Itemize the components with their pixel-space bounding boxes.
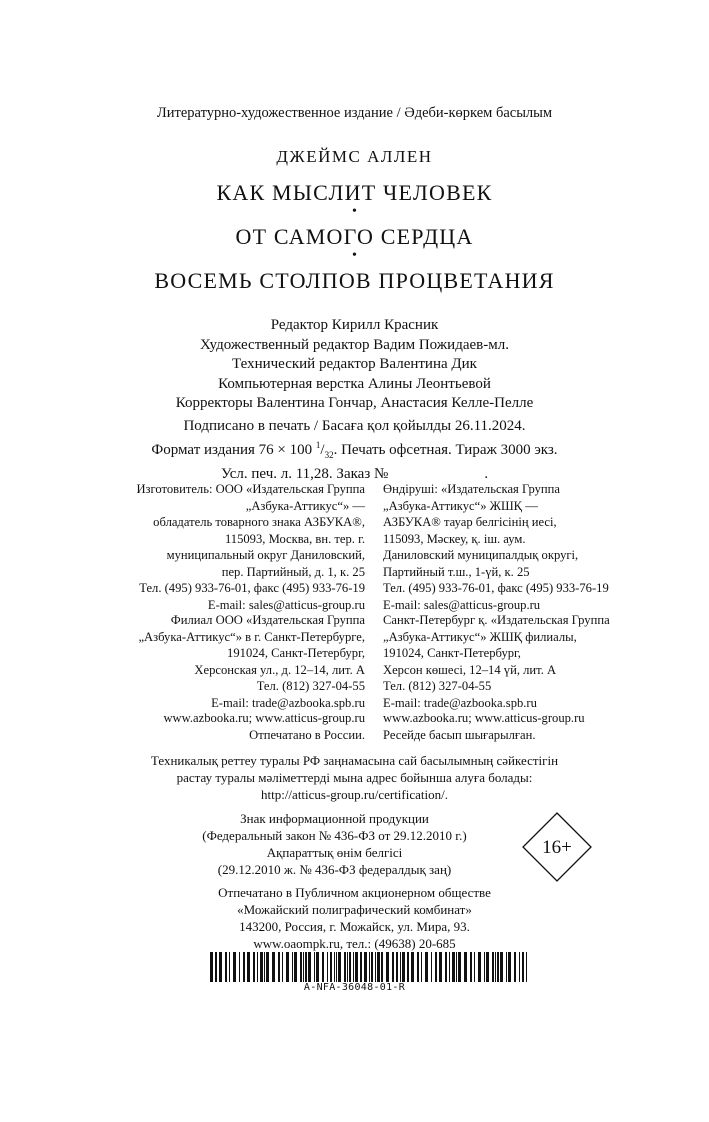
branch-ru-line: 191024, Санкт-Петербург, bbox=[227, 646, 365, 660]
manufacturer-kz bbox=[383, 481, 703, 613]
barcode-bar bbox=[522, 952, 524, 982]
barcode-bar bbox=[506, 952, 507, 982]
web-ru-links: www.azbooka.ru; www.atticus-group.ru bbox=[163, 711, 365, 725]
barcode-bar bbox=[381, 952, 383, 982]
format-suffix: . Печать офсетная. Тираж 3000 экз. bbox=[333, 442, 558, 458]
credit-line: Компьютерная верстка Алины Леонтьевой bbox=[218, 375, 491, 392]
author: ДЖЕЙМС АЛЛЕН bbox=[276, 147, 433, 166]
mfr-ru-line: „Азбука-Аттикус“» — bbox=[245, 498, 365, 513]
barcode-bar bbox=[439, 952, 442, 982]
printer-line: 143200, Россия, г. Можайск, ул. Мира, 93. bbox=[239, 919, 470, 934]
sheets-order: Усл. печ. л. 11,28. Заказ № . bbox=[220, 466, 489, 482]
barcode-bar bbox=[336, 952, 337, 982]
barcode bbox=[210, 952, 530, 982]
manufacturer-ru bbox=[60, 481, 365, 613]
barcode-bar bbox=[396, 952, 398, 982]
mfr-ru-line: пер. Партийный, д. 1, к. 25 bbox=[221, 564, 365, 579]
branch-ru-line: Филиал ООО «Издательская Группа bbox=[170, 613, 365, 627]
barcode-bar bbox=[314, 952, 315, 982]
publication-info bbox=[0, 417, 709, 484]
branch-kz-line: „Азбука-Аттикус“» ЖШҚ филиалы, bbox=[383, 629, 577, 644]
barcode-bar bbox=[377, 952, 380, 982]
mfr-kz-line: АЗБУКА® тауар белгісінің иесі, bbox=[383, 515, 557, 529]
barcode-bar bbox=[497, 952, 499, 982]
format-num: 1 bbox=[315, 440, 321, 450]
barcode-bar bbox=[300, 952, 302, 982]
format-line bbox=[0, 436, 709, 465]
barcode-bar bbox=[229, 952, 230, 982]
barcode-bar bbox=[464, 952, 467, 982]
barcode-bar bbox=[456, 952, 457, 982]
barcode-bar bbox=[272, 952, 275, 982]
barcode-bar bbox=[316, 952, 319, 982]
mfr-kz-line: Тел. (495) 933-76-01, факс (495) 933-76-19 bbox=[383, 581, 609, 595]
info-sign-line: Ақпараттық өнім белгісі bbox=[266, 845, 403, 860]
web-ru bbox=[60, 710, 365, 743]
barcode-bar bbox=[264, 952, 265, 982]
info-sign-line: (Федеральный закон № 436-ФЗ от 29.12.2010 г.) bbox=[202, 828, 467, 843]
barcode-bar bbox=[338, 952, 341, 982]
barcode-bar bbox=[519, 952, 520, 982]
barcode-bar bbox=[257, 952, 258, 982]
barcode-bar bbox=[303, 952, 304, 982]
barcode-bar bbox=[431, 952, 432, 982]
mfr-ru-line: Тел. (495) 933-76-01, факс (495) 933-76-19 bbox=[139, 581, 365, 595]
barcode-bar bbox=[425, 952, 428, 982]
barcode-bar bbox=[445, 952, 447, 982]
branch-kz-line: Санкт-Петербург қ. «Издательская Группа bbox=[383, 613, 610, 627]
title-separator-1: • bbox=[352, 204, 357, 219]
barcode-bar bbox=[286, 952, 289, 982]
barcode-bar bbox=[435, 952, 437, 982]
printer-info bbox=[0, 884, 709, 952]
format-prefix: Формат издания 76 × 100 bbox=[151, 442, 316, 458]
format-den: 32 bbox=[324, 450, 334, 460]
credit-line: Редактор Кирилл Красник bbox=[270, 317, 439, 333]
barcode-bar bbox=[260, 952, 263, 982]
barcode-bar bbox=[514, 952, 516, 982]
barcode-bar bbox=[486, 952, 489, 982]
barcode-bar bbox=[364, 952, 367, 982]
barcode-bar bbox=[294, 952, 297, 982]
barcode-bar bbox=[239, 952, 240, 982]
barcode-bar bbox=[215, 952, 217, 982]
branch-kz bbox=[383, 612, 703, 711]
branch-ru-line: „Азбука-Аттикус“» в г. Санкт-Петербурге, bbox=[138, 629, 365, 644]
barcode-bar bbox=[355, 952, 358, 982]
barcode-bar bbox=[375, 952, 376, 982]
info-sign-line: Знак информационной продукции bbox=[240, 811, 429, 826]
web-kz bbox=[383, 710, 703, 743]
barcode-bar bbox=[322, 952, 324, 982]
barcode-bar bbox=[219, 952, 222, 982]
barcode-bar bbox=[371, 952, 373, 982]
barcode-bar bbox=[225, 952, 227, 982]
web-kz-links: www.azbooka.ru; www.atticus-group.ru bbox=[383, 711, 585, 725]
mfr-ru-email: E-mail: sales@atticus-group.ru bbox=[207, 597, 365, 612]
info-sign-line: (29.12.2010 ж. № 436-ФЗ федералдық заң) bbox=[217, 862, 452, 877]
branch-kz-email: E-mail: trade@azbooka.spb.ru bbox=[383, 695, 537, 710]
barcode-bar bbox=[386, 952, 389, 982]
printer-line: Отпечатано в Публичном акционерном обществе bbox=[218, 885, 491, 900]
mfr-ru-line: 115093, Москва, вн. тер. г. bbox=[224, 531, 365, 546]
barcode-bar bbox=[210, 952, 213, 982]
title-1: КАК МЫСЛИТ ЧЕЛОВЕК bbox=[216, 180, 493, 205]
barcode-bar bbox=[452, 952, 455, 982]
certification-note bbox=[0, 752, 709, 803]
credit-line: Корректоры Валентина Гончар, Анастасия Келле-Пелле bbox=[175, 395, 534, 411]
barcode-label: A-NFA-36048-01-R bbox=[303, 982, 406, 993]
barcode-bar bbox=[353, 952, 354, 982]
barcode-bar bbox=[266, 952, 269, 982]
printed-kz: Ресейде басып шығарылған. bbox=[383, 727, 536, 742]
printer-line: «Можайский полиграфический комбинат» bbox=[237, 902, 472, 917]
credit-line: Художественный редактор Вадим Пожидаев-мл. bbox=[200, 336, 509, 353]
barcode-bar bbox=[449, 952, 450, 982]
mfr-ru-line: обладатель товарного знака АЗБУКА®, bbox=[153, 515, 365, 529]
branch-ru bbox=[60, 612, 365, 711]
barcode-bar bbox=[344, 952, 346, 982]
barcode-bar bbox=[407, 952, 409, 982]
barcode-bar bbox=[492, 952, 494, 982]
barcode-bar bbox=[474, 952, 475, 982]
branch-ru-email: E-mail: trade@azbooka.spb.ru bbox=[211, 695, 365, 710]
barcode-bar bbox=[495, 952, 496, 982]
credit-line: Технический редактор Валентина Дик bbox=[232, 356, 477, 372]
title-3: ВОСЕМЬ СТОЛПОВ ПРОЦВЕТАНИЯ bbox=[154, 268, 555, 293]
branch-ru-line: Тел. (812) 327-04-55 bbox=[256, 679, 365, 693]
branch-kz-line: 191024, Санкт-Петербург, bbox=[383, 646, 521, 660]
barcode-bar bbox=[334, 952, 335, 982]
mfr-kz-line: Даниловский муниципалдық округі, bbox=[383, 548, 579, 562]
barcode-bar bbox=[330, 952, 332, 982]
title-2: ОТ САМОГО СЕРДЦА bbox=[235, 224, 474, 249]
barcode-bar bbox=[526, 952, 527, 982]
format-fraction: $^1/_{32}$ bbox=[315, 440, 334, 460]
cert-line: растау туралы мәліметтерді мына адрес бойынша алуға болады: bbox=[176, 770, 533, 785]
barcode-bar bbox=[508, 952, 511, 982]
barcode-bar bbox=[484, 952, 485, 982]
barcode-bar bbox=[282, 952, 283, 982]
barcode-bar bbox=[327, 952, 328, 982]
barcode-bar bbox=[400, 952, 401, 982]
branch-kz-line: Херсон көшесі, 12–14 үй, лит. А bbox=[383, 662, 557, 677]
age-rating-text: 16+ bbox=[542, 837, 572, 858]
barcode-bar bbox=[421, 952, 422, 982]
cert-url: http://atticus-group.ru/certification/. bbox=[260, 787, 448, 802]
barcode-bar bbox=[243, 952, 245, 982]
barcode-bar bbox=[411, 952, 414, 982]
barcode-bar bbox=[305, 952, 307, 982]
barcode-bar bbox=[500, 952, 503, 982]
mfr-ru-line: Изготовитель: ООО «Издательская Группа bbox=[136, 482, 365, 496]
mfr-kz-line: 115093, Мәскеу, қ. іш. аум. bbox=[383, 531, 526, 546]
printed-ru: Отпечатано в России. bbox=[249, 727, 365, 742]
barcode-bar bbox=[369, 952, 370, 982]
mfr-kz-email: E-mail: sales@atticus-group.ru bbox=[383, 597, 541, 612]
cert-line: Техникалық реттеу туралы РФ заңнамасына сай басылымның сәйкестігін bbox=[150, 753, 559, 768]
barcode-bar bbox=[458, 952, 461, 982]
mfr-kz-line: Өндіруші: «Издательская Группа bbox=[383, 482, 560, 496]
barcode-bar bbox=[247, 952, 250, 982]
credits bbox=[0, 316, 709, 414]
printer-line: www.oaompk.ru, тел.: (49638) 20-685 bbox=[253, 936, 456, 951]
mfr-kz-line: „Азбука-Аттикус“» ЖШҚ — bbox=[383, 498, 538, 513]
edition-type: Литературно-художественное издание / Әдеби-көркем басылым bbox=[156, 105, 553, 121]
signed-date: Подписано в печать / Басаға қол қойылды 26.11.2024. bbox=[183, 418, 526, 434]
barcode-bar bbox=[402, 952, 405, 982]
title-separator-2: • bbox=[352, 248, 357, 263]
mfr-ru-line: муниципальный округ Даниловский, bbox=[166, 548, 365, 562]
barcode-bar bbox=[253, 952, 255, 982]
barcode-bar bbox=[278, 952, 280, 982]
barcode-bar bbox=[478, 952, 481, 982]
barcode-bar bbox=[347, 952, 348, 982]
branch-kz-line: Тел. (812) 327-04-55 bbox=[383, 679, 492, 693]
branch-ru-line: Херсонская ул., д. 12–14, лит. А bbox=[194, 662, 365, 677]
barcode-bar bbox=[470, 952, 472, 982]
barcode-bar bbox=[417, 952, 419, 982]
barcode-bar bbox=[392, 952, 394, 982]
barcode-bar bbox=[308, 952, 311, 982]
barcode-bar bbox=[349, 952, 351, 982]
barcode-bar bbox=[233, 952, 236, 982]
barcode-bar bbox=[360, 952, 362, 982]
age-rating-badge bbox=[522, 812, 592, 882]
mfr-kz-line: Партийный т.ш., 1-үй, к. 25 bbox=[383, 564, 530, 579]
barcode-bar bbox=[292, 952, 293, 982]
